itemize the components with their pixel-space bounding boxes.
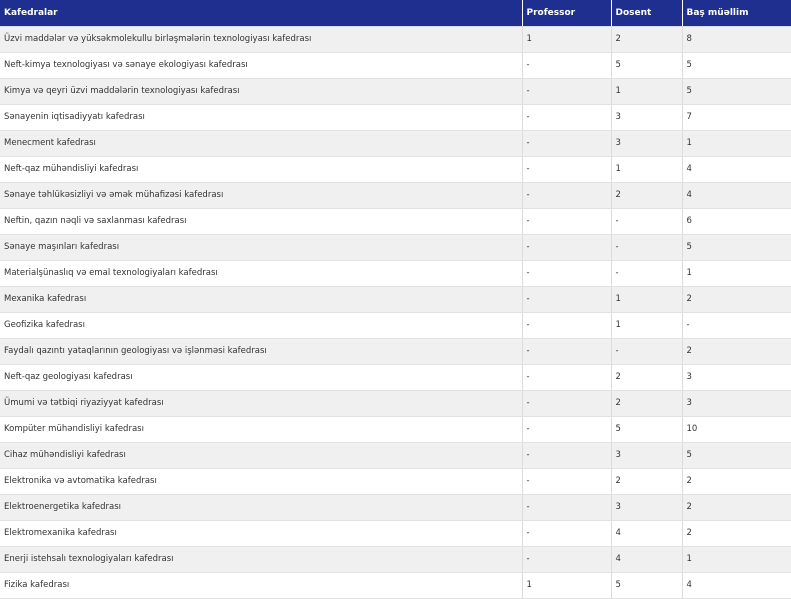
cell-senior-lecturer: 2 [682,494,791,520]
cell-senior-lecturer: 5 [682,234,791,260]
header-docent: Dosent [611,0,682,26]
cell-professor: - [522,156,611,182]
cell-docent: 3 [611,104,682,130]
cell-professor: - [522,364,611,390]
table-row [0,494,791,520]
cell-senior-lecturer: 3 [682,390,791,416]
table-row [0,364,791,390]
cell-docent: 1 [611,312,682,338]
cell-docent: 2 [611,26,682,52]
header-row [0,0,791,26]
cell-department: Menecment kafedrası [0,130,522,156]
cell-professor: - [522,520,611,546]
cell-professor: - [522,546,611,572]
cell-senior-lecturer: 2 [682,286,791,312]
header-department: Kafedralar [0,0,522,26]
header-professor: Professor [522,0,611,26]
cell-department: Cihaz mühəndisliyi kafedrası [0,442,522,468]
cell-department: Üzvi maddələr və yüksəkmolekullu birləşmələrin texnologiyası kafedrası [0,26,522,52]
table-row [0,130,791,156]
table-row [0,468,791,494]
table-row [0,208,791,234]
cell-department: Faydalı qazıntı yataqlarının geologiyası və işlənməsi kafedrası [0,338,522,364]
cell-department: Geofizika kafedrası [0,312,522,338]
cell-department: Elektromexanika kafedrası [0,520,522,546]
table-row [0,416,791,442]
cell-senior-lecturer: 2 [682,468,791,494]
cell-docent: 3 [611,442,682,468]
table-row [0,78,791,104]
cell-docent: 1 [611,156,682,182]
cell-department: Neftin, qazın nəqli və saxlanması kafedrası [0,208,522,234]
cell-department: Kompüter mühəndisliyi kafedrası [0,416,522,442]
cell-docent: 4 [611,546,682,572]
cell-senior-lecturer: 2 [682,520,791,546]
cell-professor: - [522,338,611,364]
cell-department: Fizika kafedrası [0,572,522,598]
table-row [0,182,791,208]
cell-senior-lecturer: 1 [682,546,791,572]
cell-professor: - [522,104,611,130]
cell-professor: - [522,312,611,338]
cell-professor: - [522,468,611,494]
table-row [0,312,791,338]
cell-senior-lecturer: 4 [682,156,791,182]
cell-professor: - [522,234,611,260]
cell-department: Mexanika kafedrası [0,286,522,312]
cell-professor: 1 [522,26,611,52]
cell-professor: 1 [522,572,611,598]
header-senior-lecturer: Baş müəllim [682,0,791,26]
table-header [0,0,791,26]
table-row [0,572,791,598]
cell-department: Neft-qaz geologiyası kafedrası [0,364,522,390]
cell-professor: - [522,416,611,442]
cell-professor: - [522,260,611,286]
table-row [0,156,791,182]
cell-department: Neft-kimya texnologiyası və sənaye ekologiyası kafedrası [0,52,522,78]
cell-professor: - [522,52,611,78]
cell-senior-lecturer: 1 [682,260,791,286]
cell-docent: - [611,208,682,234]
cell-docent: 3 [611,494,682,520]
table-row [0,390,791,416]
cell-senior-lecturer: - [682,312,791,338]
cell-docent: 5 [611,416,682,442]
cell-docent: 1 [611,78,682,104]
cell-docent: - [611,338,682,364]
cell-senior-lecturer: 5 [682,78,791,104]
cell-department: Elektroenergetika kafedrası [0,494,522,520]
cell-docent: 1 [611,286,682,312]
cell-senior-lecturer: 3 [682,364,791,390]
cell-docent: 5 [611,52,682,78]
cell-senior-lecturer: 4 [682,572,791,598]
cell-docent: - [611,260,682,286]
cell-department: Sənaye maşınları kafedrası [0,234,522,260]
cell-senior-lecturer: 5 [682,52,791,78]
cell-docent: 2 [611,182,682,208]
cell-department: Elektronika və avtomatika kafedrası [0,468,522,494]
table-row [0,338,791,364]
cell-senior-lecturer: 2 [682,338,791,364]
cell-senior-lecturer: 8 [682,26,791,52]
table-row [0,442,791,468]
table-row [0,52,791,78]
cell-department: Neft-qaz mühəndisliyi kafedrası [0,156,522,182]
cell-professor: - [522,78,611,104]
cell-docent: 2 [611,364,682,390]
table-row [0,104,791,130]
cell-department: Sənaye təhlükəsizliyi və əmək mühafizəsi kafedrası [0,182,522,208]
cell-docent: 3 [611,130,682,156]
cell-department: Enerji istehsalı texnologiyaları kafedrası [0,546,522,572]
cell-department: Kimya və qeyri üzvi maddələrin texnologiyası kafedrası [0,78,522,104]
cell-senior-lecturer: 10 [682,416,791,442]
cell-professor: - [522,286,611,312]
cell-docent: 4 [611,520,682,546]
cell-docent: 2 [611,390,682,416]
table-row [0,546,791,572]
cell-professor: - [522,494,611,520]
table-row [0,26,791,52]
cell-professor: - [522,442,611,468]
cell-professor: - [522,182,611,208]
cell-department: Sənayenin iqtisadiyyatı kafedrası [0,104,522,130]
table-row [0,260,791,286]
cell-senior-lecturer: 6 [682,208,791,234]
cell-senior-lecturer: 1 [682,130,791,156]
table-row [0,520,791,546]
cell-docent: 2 [611,468,682,494]
cell-senior-lecturer: 5 [682,442,791,468]
cell-docent: - [611,234,682,260]
table-row [0,234,791,260]
table-body [0,26,791,598]
cell-senior-lecturer: 4 [682,182,791,208]
cell-docent: 5 [611,572,682,598]
cell-department: Ümumi və tətbiqi riyaziyyat kafedrası [0,390,522,416]
cell-professor: - [522,208,611,234]
cell-department: Materialşünaslıq və emal texnologiyaları kafedrası [0,260,522,286]
cell-professor: - [522,130,611,156]
cell-professor: - [522,390,611,416]
cell-senior-lecturer: 7 [682,104,791,130]
table-row [0,286,791,312]
